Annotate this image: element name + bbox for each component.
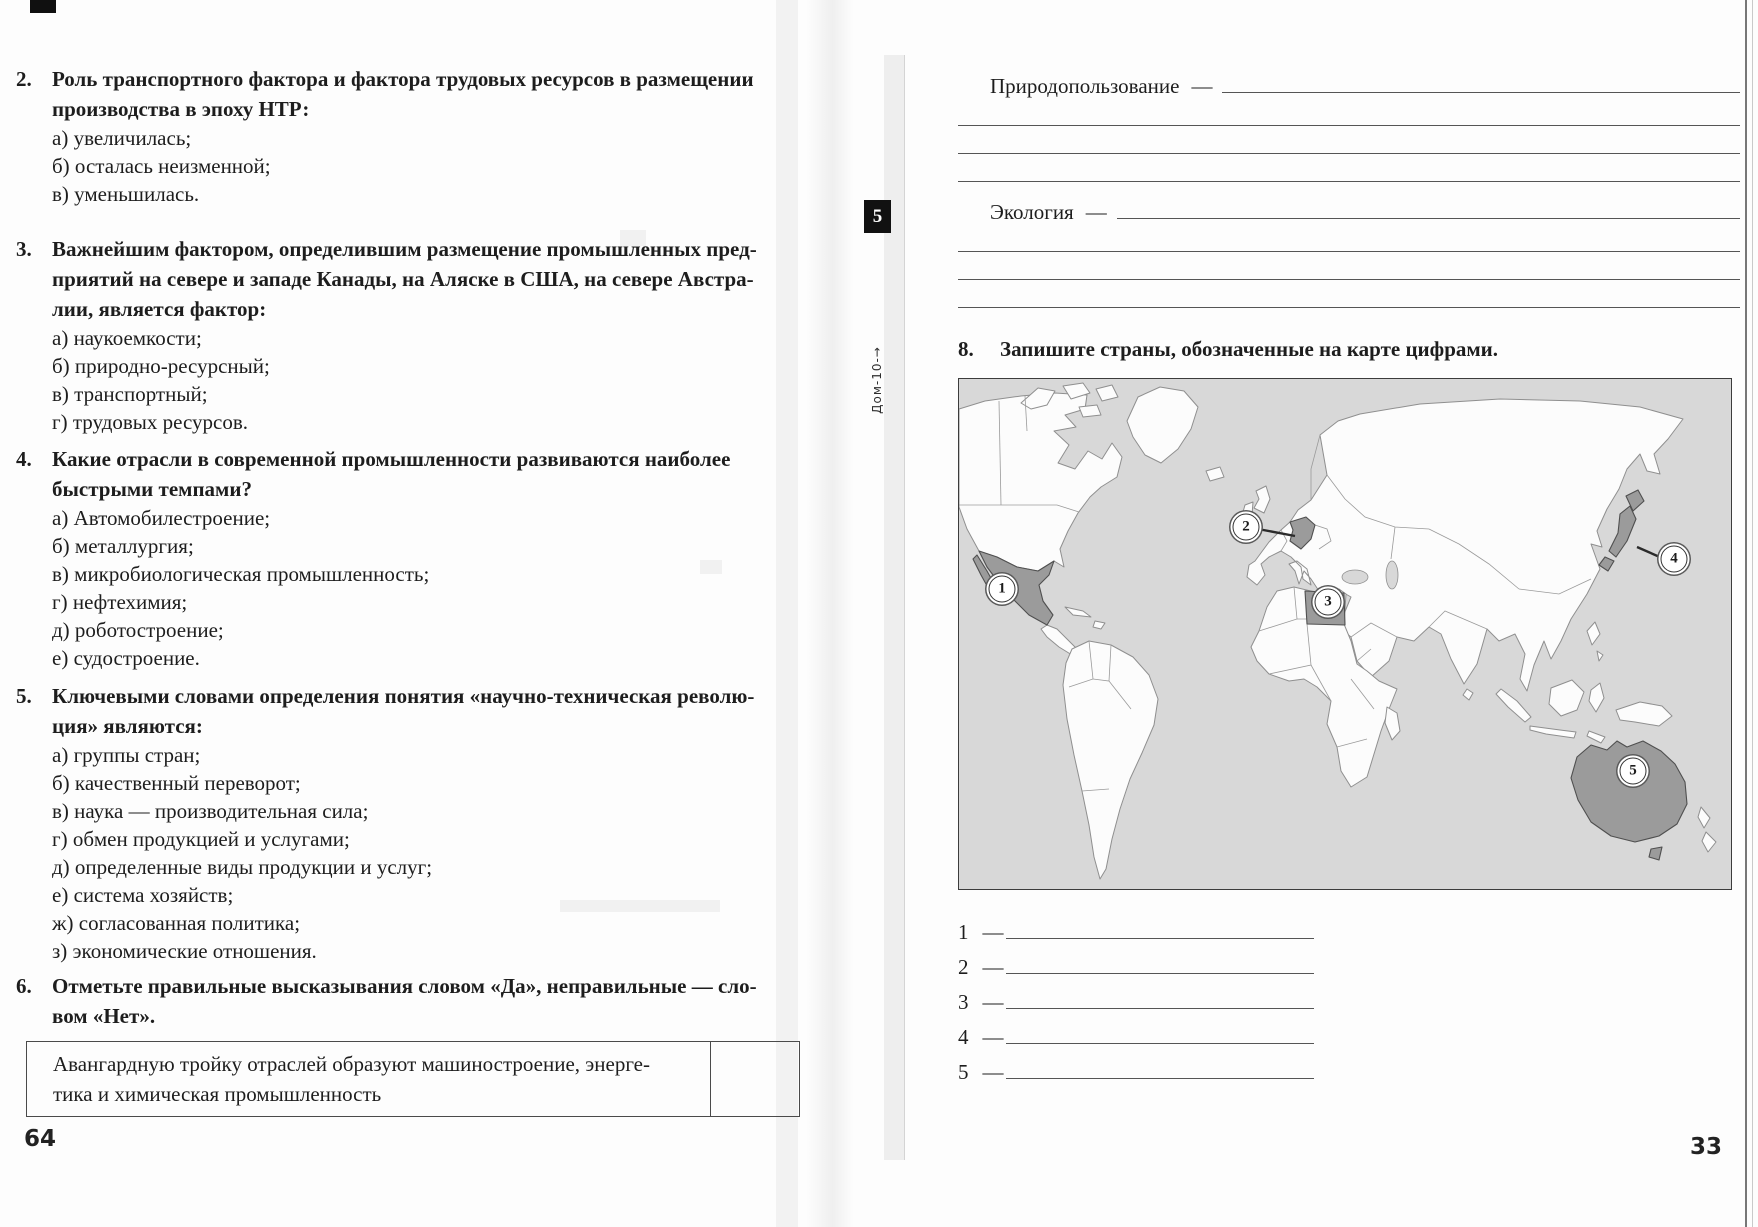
question-number: 8. xyxy=(958,337,974,361)
map-answer-row xyxy=(958,988,1378,1023)
map-answer-row xyxy=(958,953,1378,988)
answer-number: 2 xyxy=(958,955,969,979)
writing-line[interactable] xyxy=(958,252,1740,280)
definition-ecology xyxy=(958,194,1740,308)
definition-dash: — xyxy=(1191,74,1213,98)
question-4 xyxy=(16,444,808,672)
answer-option: д) роботостроение; xyxy=(52,618,224,642)
question-heading-line: лии, является фактор: xyxy=(52,297,267,321)
definition-nature-management xyxy=(958,68,1740,182)
question-number: 3. xyxy=(16,237,32,261)
answer-option: б) металлургия; xyxy=(52,534,194,558)
answer-option: в) микробиологическая промышленность; xyxy=(52,562,430,586)
answer-number: 1 xyxy=(958,920,969,944)
answer-option: б) природно-ресурсный; xyxy=(52,354,270,378)
answer-dash: — xyxy=(982,955,1004,979)
question-heading-line: производства в эпоху НТР: xyxy=(52,97,310,121)
answer-option: г) трудовых ресурсов. xyxy=(52,410,249,434)
page-number-left: 64 xyxy=(24,1126,57,1152)
map-marker-label: 3 xyxy=(1324,593,1332,610)
question-number: 5. xyxy=(16,684,32,708)
spine-note: Дом-10-→ xyxy=(870,346,884,414)
answer-blank[interactable] xyxy=(1006,1058,1314,1079)
question-heading-line: быстрыми темпами? xyxy=(52,477,252,501)
question-heading-line: Важнейшим фактором, определившим размещение промышленных пред- xyxy=(52,237,757,261)
page-edge-line xyxy=(1745,0,1747,1227)
answer-dash: — xyxy=(982,920,1004,944)
scan-corner-mark xyxy=(30,0,56,13)
question-number: 6. xyxy=(16,974,32,998)
map-answer-list xyxy=(958,918,1378,1093)
answer-option: а) группы стран; xyxy=(52,743,201,767)
answer-blank[interactable] xyxy=(1006,988,1314,1009)
definition-term: Природопользование xyxy=(990,74,1180,98)
answer-dash: — xyxy=(982,1025,1004,1049)
question-heading-line: приятий на севере и западе Канады, на Аляске в США, на севере Австра- xyxy=(52,267,754,291)
statement-line: Авангардную тройку отраслей образуют машиностроение, энерге- xyxy=(53,1052,650,1076)
question-number: 4. xyxy=(16,447,32,471)
writing-line[interactable] xyxy=(958,126,1740,154)
answer-number: 4 xyxy=(958,1025,969,1049)
answer-blank[interactable] xyxy=(1006,953,1314,974)
definition-blank[interactable] xyxy=(1117,194,1740,219)
answer-option: в) наука — производительная сила; xyxy=(52,799,369,823)
answer-option: г) нефтехимия; xyxy=(52,590,188,614)
answer-option: а) наукоемкости; xyxy=(52,326,202,350)
map-marker-2 xyxy=(1233,514,1260,541)
definition-dash: — xyxy=(1085,200,1107,224)
answer-option: а) Автомобилестроение; xyxy=(52,506,271,530)
answer-number: 3 xyxy=(958,990,969,1014)
definition-term: Экология xyxy=(990,200,1074,224)
writing-line[interactable] xyxy=(958,98,1740,126)
world-map-graphic xyxy=(959,379,1731,889)
answer-option: а) увеличилась; xyxy=(52,126,192,150)
map-marker-5 xyxy=(1620,758,1647,785)
statement-table xyxy=(26,1041,800,1117)
page-edge-line-faint xyxy=(1752,0,1753,1227)
section-tab: 5 xyxy=(864,200,891,233)
answer-option: г) обмен продукцией и услугами; xyxy=(52,827,350,851)
answer-number: 5 xyxy=(958,1060,969,1084)
answer-blank[interactable] xyxy=(1006,918,1314,939)
answer-option: в) транспортный; xyxy=(52,382,208,406)
map-answer-row xyxy=(958,1058,1378,1093)
question-number: 2. xyxy=(16,67,32,91)
definition-blank[interactable] xyxy=(1222,68,1740,93)
statement-text-cell xyxy=(27,1042,710,1116)
question-heading-line: Ключевыми словами определения понятия «научно-техническая револю- xyxy=(52,684,755,708)
question-heading-line: Запишите страны, обозначенные на карте цифрами. xyxy=(1000,337,1499,361)
question-3 xyxy=(16,234,808,436)
question-8 xyxy=(958,334,1738,364)
answer-dash: — xyxy=(982,1060,1004,1084)
map-answer-row xyxy=(958,918,1378,953)
statement-line: тика и химическая промышленность xyxy=(53,1082,382,1106)
answer-option: ж) согласованная политика; xyxy=(52,911,301,935)
question-heading-line: Отметьте правильные высказывания словом «Да», неправильные — сло- xyxy=(52,974,757,998)
page-number-right: 33 xyxy=(1690,1134,1723,1160)
question-heading-line: Роль транспортного фактора и фактора трудовых ресурсов в размещении xyxy=(52,67,754,91)
map-marker-label: 5 xyxy=(1629,762,1637,779)
answer-option: е) система хозяйств; xyxy=(52,883,234,907)
writing-line[interactable] xyxy=(958,280,1740,308)
answer-dash: — xyxy=(982,990,1004,1014)
map-marker-label: 4 xyxy=(1670,550,1678,567)
statement-answer-cell[interactable] xyxy=(710,1042,799,1116)
answer-blank[interactable] xyxy=(1006,1023,1314,1044)
map-marker-label: 1 xyxy=(998,580,1006,597)
question-heading-line: Какие отрасли в современной промышленности развиваются наиболее xyxy=(52,447,731,471)
answer-option: е) судостроение. xyxy=(52,646,200,670)
map-marker-3 xyxy=(1315,589,1342,616)
question-2 xyxy=(16,64,808,208)
writing-line[interactable] xyxy=(958,224,1740,252)
answer-option: б) осталась неизменной; xyxy=(52,154,271,178)
question-6 xyxy=(16,971,808,1031)
question-5 xyxy=(16,681,808,965)
world-map xyxy=(958,378,1732,890)
question-heading-line: вом «Нет». xyxy=(52,1004,156,1028)
map-marker-label: 2 xyxy=(1242,518,1250,535)
map-marker-1 xyxy=(989,576,1016,603)
question-heading-line: ция» являются: xyxy=(52,714,203,738)
writing-line[interactable] xyxy=(958,154,1740,182)
answer-option: б) качественный переворот; xyxy=(52,771,301,795)
spine-shadow xyxy=(806,0,854,1227)
answer-option: д) определенные виды продукции и услуг; xyxy=(52,855,433,879)
map-marker-4 xyxy=(1661,546,1688,573)
answer-option: в) уменьшилась. xyxy=(52,182,200,206)
answer-option: з) экономические отношения. xyxy=(52,939,317,963)
map-answer-row xyxy=(958,1023,1378,1058)
